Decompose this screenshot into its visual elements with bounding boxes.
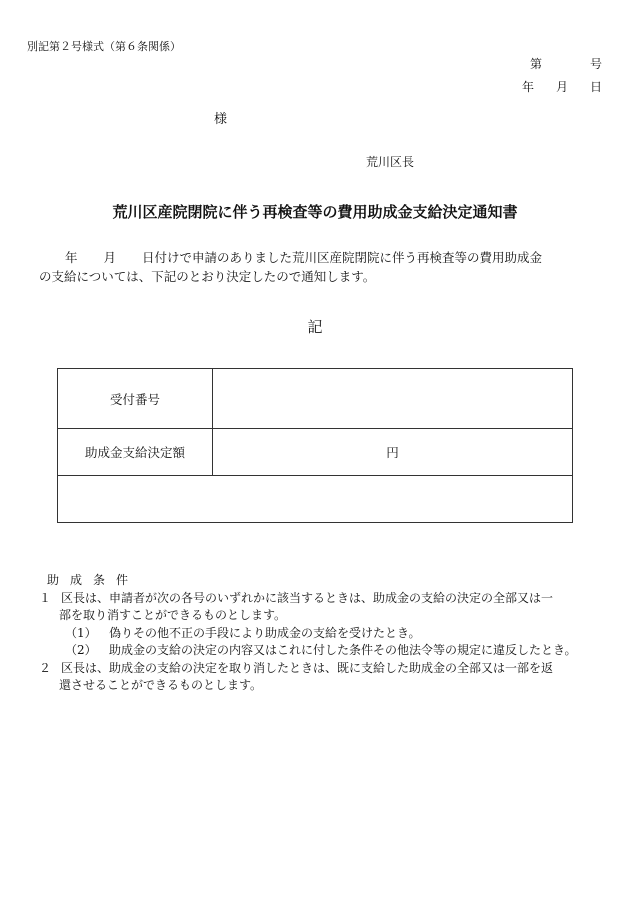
- record-heading: 記: [307, 318, 323, 336]
- conditions-heading-char: 成: [70, 573, 83, 587]
- date-year: 年: [521, 80, 534, 94]
- condition-sub-item-1: [65, 625, 607, 643]
- condition-sub-item-2-text: 助成金の支給の決定の内容又はこれに付した条件その他法令等の規定に違反したとき。: [109, 643, 577, 657]
- grant-amount-value: 円: [213, 429, 573, 476]
- document-date: [522, 78, 602, 95]
- document-title: 荒川区産院閉院に伴う再検査等の費用助成金支給決定通知書: [112, 203, 518, 221]
- body-date-month: 月: [103, 250, 117, 265]
- receipt-number-label: 受付番号: [58, 369, 213, 429]
- condition-item-2-line-1: 区長は、助成金の支給の決定を取り消したときは、既に支給した助成金の全部又は一部を返: [61, 660, 554, 675]
- document-number-prefix: 第: [529, 57, 542, 71]
- sender-name: 荒川区長: [366, 155, 415, 169]
- conditions-heading-char: 助: [47, 573, 60, 587]
- decision-table: [57, 368, 573, 523]
- grant-amount-label: 助成金支給決定額: [58, 429, 213, 476]
- body-date-year: 年: [65, 250, 78, 265]
- body-line1-rest: 日付けで申請のありました荒川区産院閉院に伴う再検査等の費用助成金: [142, 250, 543, 265]
- condition-item-2: [39, 660, 607, 678]
- form-number-label: 別記第２号様式（第６条関係）: [27, 40, 181, 53]
- document-number-suffix: 号: [589, 57, 602, 71]
- conditions-heading: [47, 572, 607, 590]
- condition-item-1-line-2: 部を取り消すことができるものとします。: [59, 608, 287, 622]
- notice-body: [39, 248, 599, 286]
- date-day: 日: [589, 80, 602, 94]
- notice-body-line-2: の支給については、下記のとおり決定したので通知します。: [39, 269, 376, 284]
- conditions-heading-char: 件: [116, 573, 129, 587]
- conditions-heading-char: 条: [93, 573, 106, 587]
- table-row: [58, 429, 573, 476]
- document-number: [530, 55, 602, 72]
- condition-item-2-number: ２: [39, 660, 52, 675]
- condition-sub-item-1-text: 偽りその他不正の手段により助成金の支給を受けたとき。: [109, 625, 421, 640]
- table-row: [58, 369, 573, 429]
- condition-item-2-line-2: 還させることができるものとします。: [59, 678, 263, 692]
- condition-item-1-line-1: 区長は、申請者が次の各号のいずれかに該当するときは、助成金の支給の決定の全部又は一: [61, 590, 554, 605]
- receipt-number-value: [213, 369, 573, 429]
- notes-cell: [58, 476, 573, 523]
- condition-sub-item-1-number: （1）: [65, 625, 97, 640]
- condition-sub-item-2: [65, 642, 607, 660]
- recipient-honorific: 様: [214, 112, 228, 127]
- condition-item-1-number: １: [39, 590, 52, 605]
- condition-sub-item-2-number: （2）: [65, 643, 97, 657]
- notice-body-line-1: [39, 248, 599, 267]
- condition-item-1: [39, 590, 607, 608]
- grant-conditions: [39, 572, 607, 695]
- date-month: 月: [555, 80, 568, 94]
- table-row: [58, 476, 573, 523]
